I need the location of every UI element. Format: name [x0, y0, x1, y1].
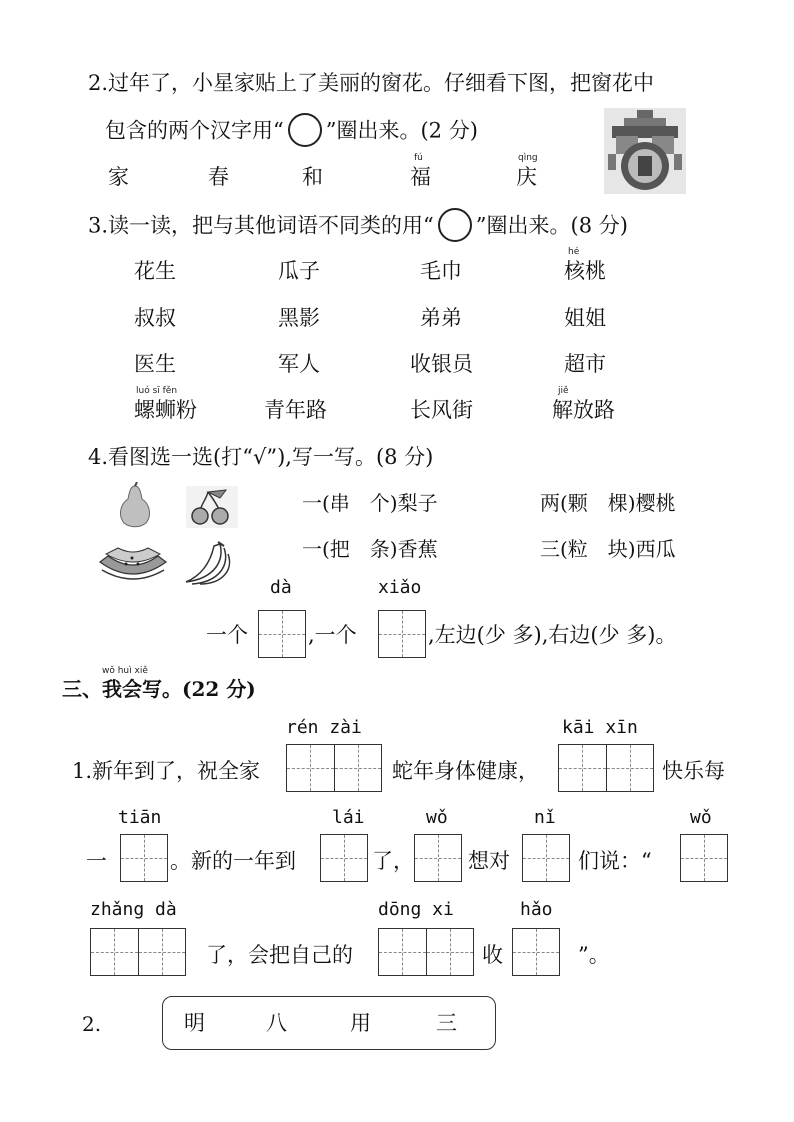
tianzi-grid-xiao[interactable]: [378, 610, 426, 658]
char-ba: 八: [266, 1011, 287, 1035]
q3-word: 军人: [278, 352, 320, 376]
circle-symbol: [438, 208, 472, 242]
q4-option-watermelon[interactable]: 三(粒 块)西瓜: [540, 537, 676, 561]
q4-fill-a: 一个: [206, 623, 248, 647]
s2-line-b: 。新的一年到: [170, 849, 296, 873]
banana-image: [180, 540, 236, 586]
tianzi-grid-kaixin[interactable]: [558, 744, 654, 792]
q2-char-1: 家: [108, 165, 129, 189]
s3-line-a: 了，会把自己的: [206, 943, 353, 967]
pinyin-jie: jiě: [558, 386, 569, 396]
q3-word: 青年路: [264, 398, 327, 422]
q3-word: 叔叔: [134, 306, 176, 330]
section3-title: 三、我会写。(22 分): [62, 677, 256, 701]
q4-fill-b: ,一个: [308, 623, 357, 647]
q2-char-5: 庆: [516, 165, 537, 189]
cherry-image: [186, 486, 238, 528]
q2-line2-a: 包含的两个汉字用“: [105, 118, 284, 143]
q2-char-3: 和: [302, 165, 323, 189]
q3-word: 瓜子: [278, 259, 320, 283]
watermelon-image: [98, 544, 168, 586]
q3-word: 弟弟: [420, 306, 462, 330]
circle-symbol: [288, 113, 322, 147]
q4-option-pear[interactable]: 一(串 个)梨子: [302, 491, 438, 515]
q3-word: 收银员: [410, 352, 473, 376]
q3-word: 黑影: [278, 306, 320, 330]
pinyin-qing: qìng: [518, 153, 538, 163]
q3-word: 姐姐: [564, 306, 606, 330]
tianzi-grid-wo-2[interactable]: [680, 834, 728, 882]
tianzi-grid-dongxi[interactable]: [378, 928, 474, 976]
q3-word: 毛巾: [420, 259, 462, 283]
q4-title: 4.看图选一选(打“√”),写一写。(8 分): [88, 445, 434, 469]
pinyin-he: hé: [568, 247, 580, 257]
window-flower-image: [604, 108, 686, 194]
pinyin-dongxi: dōng xi: [378, 899, 454, 920]
s1-line-a: 1.新年到了，祝全家: [72, 759, 261, 783]
s3-q2-label: 2.: [82, 1012, 102, 1036]
pinyin-fu: fú: [414, 153, 423, 163]
pinyin-lai: lái: [332, 807, 365, 828]
s1-line-b: 蛇年身体健康，: [392, 759, 539, 783]
q3-title-b: ”圈出来。(8 分): [475, 213, 628, 238]
q2-line2-b: ”圈出来。(2 分): [325, 118, 478, 143]
q3-word: 医生: [134, 352, 176, 376]
pinyin-hao: hǎo: [520, 899, 553, 920]
s2-line-c: 了，: [372, 849, 414, 873]
tianzi-grid-zhangda[interactable]: [90, 928, 186, 976]
tianzi-grid-ni[interactable]: [522, 834, 570, 882]
pear-image: [114, 482, 156, 528]
pinyin-kaixin: kāi xīn: [562, 717, 638, 738]
pinyin-wohuixie: wǒ huì xiě: [102, 666, 148, 676]
q3-word: 长风街: [410, 398, 473, 422]
q3-word: 花生: [134, 259, 176, 283]
tianzi-grid-da[interactable]: [258, 610, 306, 658]
tianzi-grid-hao[interactable]: [512, 928, 560, 976]
pinyin-luosifen: luó sī fěn: [136, 386, 178, 396]
q3-word: 超市: [564, 352, 606, 376]
pinyin-wo: wǒ: [426, 807, 448, 828]
pinyin-xiao: xiǎo: [378, 577, 422, 598]
q3-title-a: 3.读一读，把与其他词语不同类的用“: [88, 213, 434, 238]
q4-option-banana[interactable]: 一(把 条)香蕉: [302, 537, 438, 561]
char-san: 三: [436, 1011, 457, 1035]
q2-char-2: 春: [208, 165, 229, 189]
q3-title: [88, 212, 628, 242]
q3-word: 核桃: [564, 259, 606, 283]
tianzi-grid-renzai[interactable]: [286, 744, 382, 792]
s1-line-c: 快乐每: [662, 759, 725, 783]
pinyin-wo-2: wǒ: [690, 807, 712, 828]
tianzi-grid-lai[interactable]: [320, 834, 368, 882]
q4-option-cherry[interactable]: 两(颗 棵)樱桃: [540, 491, 676, 515]
q2-char-4: 福: [410, 165, 431, 189]
tianzi-grid-tian[interactable]: [120, 834, 168, 882]
q4-fill-c: ,左边(少 多),右边(少 多)。: [428, 623, 677, 647]
pinyin-renzai: rén zài: [286, 717, 362, 738]
pinyin-ni: nǐ: [534, 807, 556, 828]
char-yong: 用: [350, 1011, 371, 1035]
tianzi-grid-wo[interactable]: [414, 834, 462, 882]
q2-line2: [105, 117, 478, 147]
s3-line-b: 收: [482, 943, 503, 967]
pinyin-zhangda: zhǎng dà: [90, 899, 177, 920]
q3-word: 解放路: [552, 398, 615, 422]
s2-line-e: 们说：“: [578, 849, 652, 873]
pinyin-tian: tiān: [118, 807, 162, 828]
s2-line-d: 想对: [468, 849, 510, 873]
q3-word: 螺蛳粉: [134, 398, 197, 422]
pinyin-da: dà: [270, 577, 292, 598]
char-ming: 明: [184, 1011, 205, 1035]
s2-line-a: 一: [86, 849, 107, 873]
q2-line1: 2.过年了，小星家贴上了美丽的窗花。仔细看下图，把窗花中: [88, 71, 655, 95]
s3-line-c: ”。: [578, 943, 610, 967]
